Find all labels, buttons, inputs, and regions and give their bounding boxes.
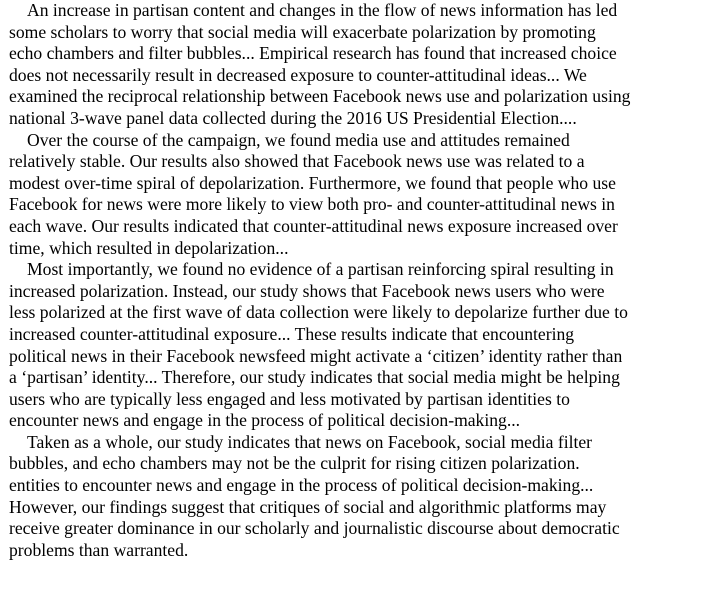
text-line: political news in their Facebook newsfeed might activate a ‘citizen’ identity rather than <box>9 345 623 366</box>
text-line: less polarized at the first wave of data collection were likely to depolarize further due to <box>9 302 628 323</box>
text-line: users who are typically less engaged and less motivated by partisan identities to <box>9 388 570 409</box>
text-line: a ‘partisan’ identity... Therefore, our study indicates that social media might be helping <box>9 367 620 388</box>
paragraph-2 <box>9 130 712 260</box>
text-line: increased counter-attitudinal exposure... These results indicate that encountering <box>9 323 575 344</box>
text-line: bubbles, and echo chambers may not be the culprit for rising citizen polarization. <box>9 453 580 474</box>
text-line: national 3-wave panel data collected during the 2016 US Presidential Election.... <box>9 107 577 128</box>
text-line: increased polarization. Instead, our study shows that Facebook news users who were <box>9 280 605 301</box>
text-line: relatively stable. Our results also showed that Facebook news use was related to a <box>9 151 585 172</box>
text-line: some scholars to worry that social media will exacerbate polarization by promoting <box>9 21 596 42</box>
text-line: each wave. Our results indicated that counter-attitudinal news exposure increased over <box>9 215 618 236</box>
paragraph-1 <box>9 0 712 130</box>
text-line: does not necessarily result in decreased exposure to counter-attitudinal ideas... We <box>9 64 587 85</box>
text-line: examined the reciprocal relationship between Facebook news use and polarization using <box>9 86 631 107</box>
text-line: echo chambers and filter bubbles... Empirical research has found that increased choice <box>9 43 617 64</box>
text-line: modest over-time spiral of depolarization. Furthermore, we found that people who use <box>9 172 616 193</box>
text-line: time, which resulted in depolarization... <box>9 237 289 258</box>
text-line: An increase in partisan content and changes in the flow of news information has led <box>27 0 618 20</box>
text-line: Facebook for news were more likely to view both pro- and counter-attitudinal news in <box>9 194 615 215</box>
text-line: receive greater dominance in our scholarly and journalistic discourse about democratic <box>9 518 620 539</box>
paragraph-3 <box>9 259 712 432</box>
text-line: Taken as a whole, our study indicates that news on Facebook, social media filter <box>27 431 593 452</box>
text-line: encounter news and engage in the process of political decision-making... <box>9 410 521 431</box>
text-line: entities to encounter news and engage in the process of political decision-making... <box>9 475 594 496</box>
text-line: However, our findings suggest that critiques of social and algorithmic platforms may <box>9 496 607 517</box>
text-line: Most importantly, we found no evidence of a partisan reinforcing spiral resulting in <box>27 259 614 280</box>
text-line: problems than warranted. <box>9 539 189 560</box>
paragraph-4 <box>9 432 712 562</box>
text-line: Over the course of the campaign, we found media use and attitudes remained <box>27 129 570 150</box>
